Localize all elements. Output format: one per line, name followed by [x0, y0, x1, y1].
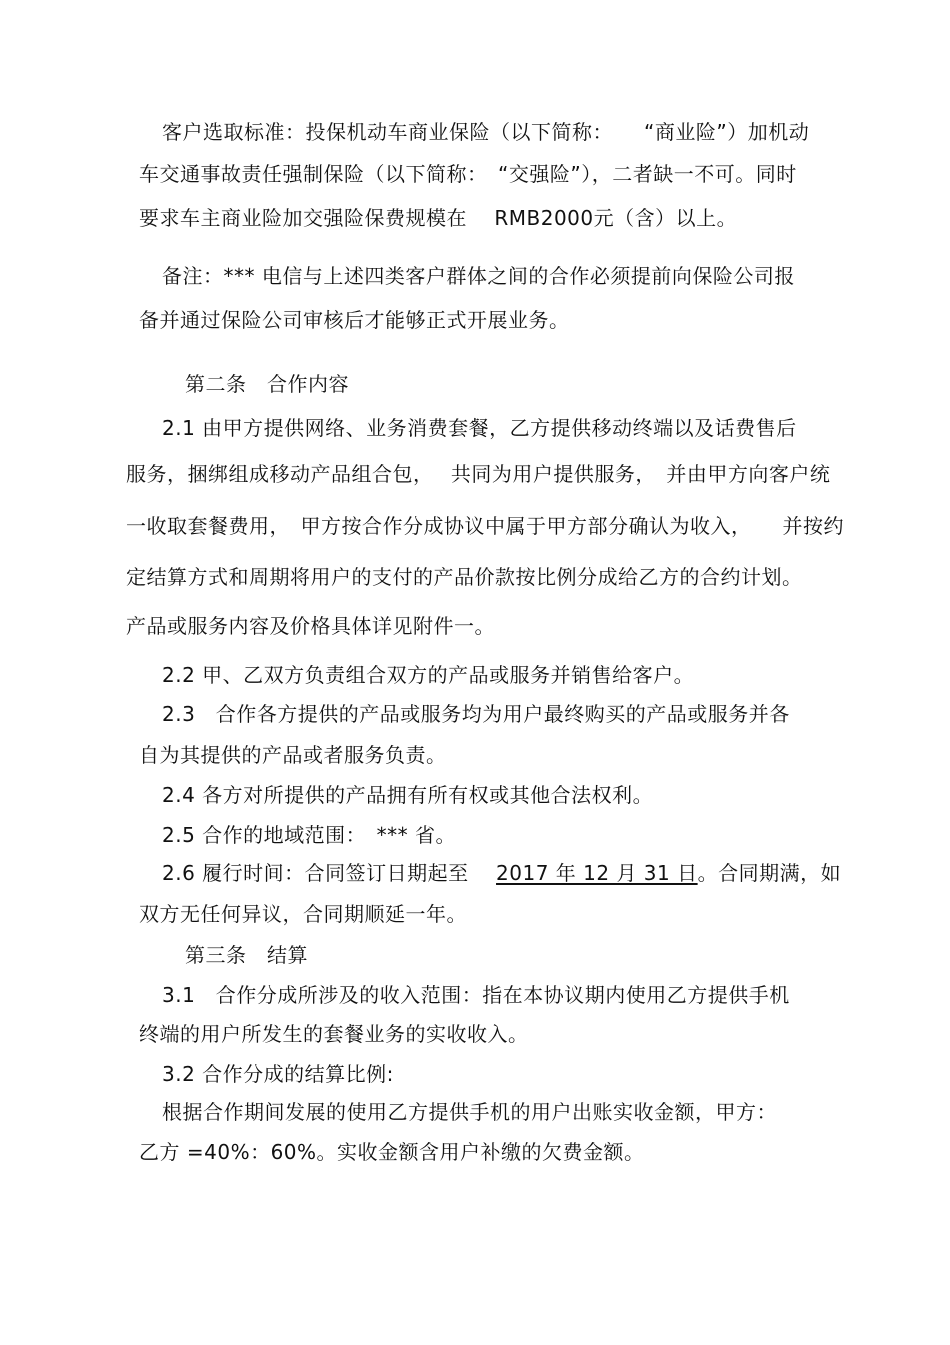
clause-2-1-line-4: 定结算方式和周期将用户的支付的产品价款按比例分成给乙方的合约计划。	[126, 565, 803, 589]
article-3-heading: 第三条 结算	[185, 943, 308, 967]
clause-2-1-line-5: 产品或服务内容及价格具体详见附件一。	[126, 614, 495, 638]
clause-2-6-suffix: 。合同期满，如	[697, 861, 842, 885]
clause-2-6-line-2: 双方无任何异议，合同期顺延一年。	[139, 902, 467, 926]
remark-line-1: 备注：*** 电信与上述四类客户群体之间的合作必须提前向保险公司报	[162, 264, 795, 288]
customer-standard-line-1: 客户选取标准：投保机动车商业保险（以下简称： “商业险”）加机动	[162, 120, 810, 144]
clause-2-5: 2.5 合作的地域范围： *** 省。	[162, 823, 457, 847]
clause-3-3-line-2: 乙方 =40%：60%。实收金额含用户补缴的欠费金额。	[139, 1140, 645, 1164]
customer-standard-line-3: 要求车主商业险加交强险保费规模在 RMB2000元（含）以上。	[139, 206, 738, 230]
clause-2-3-line-2: 自为其提供的产品或者服务负责。	[139, 743, 447, 767]
clause-2-1-line-2: 服务，捆绑组成移动产品组合包， 共同为用户提供服务， 并由甲方向客户统	[126, 462, 831, 486]
article-2-heading: 第二条 合作内容	[185, 372, 349, 396]
clause-2-3-line-1: 2.3 合作各方提供的产品或服务均为用户最终购买的产品或服务并各	[162, 702, 790, 726]
clause-2-1-line-3: 一收取套餐费用， 甲方按合作分成协议中属于甲方部分确认为收入， 并按约	[126, 514, 844, 538]
clause-2-6-end-date: 2017 年 12 月 31 日	[496, 861, 698, 885]
clause-2-6-line-1	[162, 859, 841, 887]
clause-2-1-line-1: 2.1 由甲方提供网络、业务消费套餐，乙方提供移动终端以及话费售后	[162, 416, 797, 440]
customer-standard-line-2: 车交通事故责任强制保险（以下简称： “交强险”），二者缺一不可。同时	[139, 162, 797, 186]
clause-3-1-line-2: 终端的用户所发生的套餐业务的实收收入。	[139, 1022, 529, 1046]
clause-3-1-line-1: 3.1 合作分成所涉及的收入范围：指在本协议期内使用乙方提供手机	[162, 983, 790, 1007]
clause-3-3-line-1: 根据合作期间发展的使用乙方提供手机的用户出账实收金额，甲方：	[162, 1100, 777, 1124]
clause-2-2: 2.2 甲、乙双方负责组合双方的产品或服务并销售给客户。	[162, 663, 695, 687]
remark-line-2: 备并通过保险公司审核后才能够正式开展业务。	[139, 308, 570, 332]
clause-2-4: 2.4 各方对所提供的产品拥有所有权或其他合法权利。	[162, 783, 654, 807]
clause-3-2: 3.2 合作分成的结算比例:	[162, 1062, 394, 1086]
clause-2-6-prefix: 2.6 履行时间：合同签订日期起至	[162, 861, 497, 885]
